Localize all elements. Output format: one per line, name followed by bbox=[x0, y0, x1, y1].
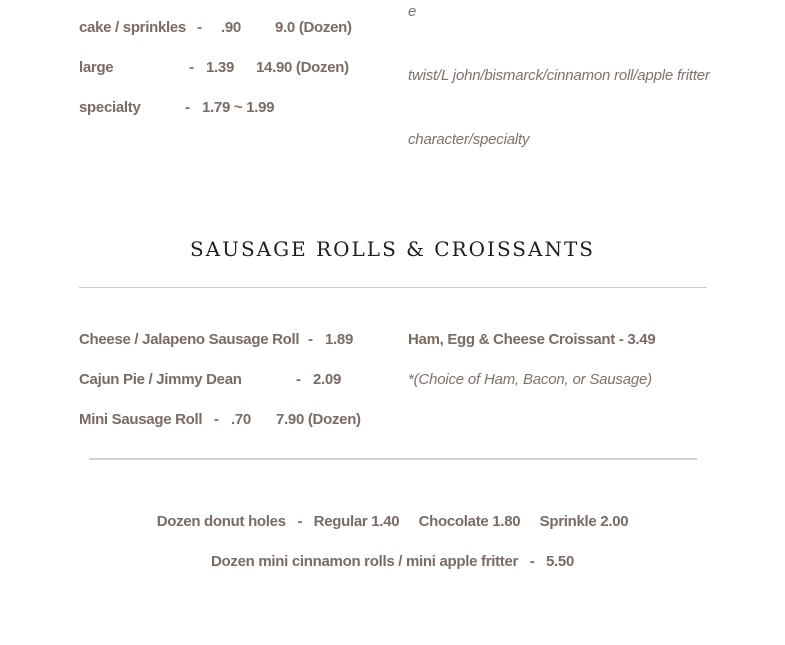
note-varieties: twist/L john/bismarck/cinnamon roll/apple fritter bbox=[408, 67, 710, 84]
mini-rolls-label: Dozen mini cinnamon rolls / mini apple fritter bbox=[211, 553, 519, 570]
item-separator: - bbox=[185, 99, 190, 116]
item-price: 2.09 bbox=[313, 371, 341, 388]
mini-rolls-price: 5.50 bbox=[546, 553, 574, 570]
item-label: large bbox=[79, 59, 114, 76]
item-price: 1.39 bbox=[206, 59, 234, 76]
note-character: character/specialty bbox=[408, 131, 530, 148]
donut-holes-regular: Regular 1.40 bbox=[313, 513, 400, 530]
note-fragment: e bbox=[408, 3, 417, 20]
item-separator: - bbox=[189, 59, 194, 76]
donut-holes-label: Dozen donut holes bbox=[156, 513, 286, 530]
item-label: Mini Sausage Roll bbox=[79, 411, 203, 428]
item-dozen-price: 7.90 (Dozen) bbox=[276, 411, 361, 428]
item-separator: - bbox=[296, 371, 301, 388]
item-separator: - bbox=[197, 19, 202, 36]
item-separator: - bbox=[214, 411, 219, 428]
mini-rolls-separator: - bbox=[529, 553, 535, 570]
section-divider bbox=[79, 287, 707, 288]
item-label: Cajun Pie / Jimmy Dean bbox=[79, 371, 242, 388]
item-dozen-price: 14.90 (Dozen) bbox=[256, 59, 349, 76]
donut-holes-line bbox=[0, 513, 785, 530]
item-label: specialty bbox=[79, 99, 141, 116]
item-price: .90 bbox=[221, 19, 241, 36]
extras-divider bbox=[89, 458, 697, 460]
item-separator: - bbox=[308, 331, 313, 348]
item-price: 1.89 bbox=[325, 331, 353, 348]
mini-rolls-line bbox=[0, 553, 785, 570]
item-dozen-price: 9.0 (Dozen) bbox=[275, 19, 352, 36]
item-price: .70 bbox=[231, 411, 251, 428]
section-title-sausage-rolls: SAUSAGE ROLLS & CROISSANTS bbox=[189, 237, 595, 261]
item-label: cake / sprinkles bbox=[79, 19, 186, 36]
croissant-choice-note: *(Choice of Ham, Bacon, or Sausage) bbox=[408, 371, 652, 388]
donut-holes-chocolate: Chocolate 1.80 bbox=[418, 513, 521, 530]
donut-holes-sprinkle: Sprinkle 2.00 bbox=[539, 513, 629, 530]
item-price: 1.79 ~ 1.99 bbox=[202, 99, 275, 116]
croissant-item: Ham, Egg & Cheese Croissant - 3.49 bbox=[408, 331, 656, 348]
donut-holes-separator: - bbox=[297, 513, 303, 530]
item-label: Cheese / Jalapeno Sausage Roll bbox=[79, 331, 300, 348]
